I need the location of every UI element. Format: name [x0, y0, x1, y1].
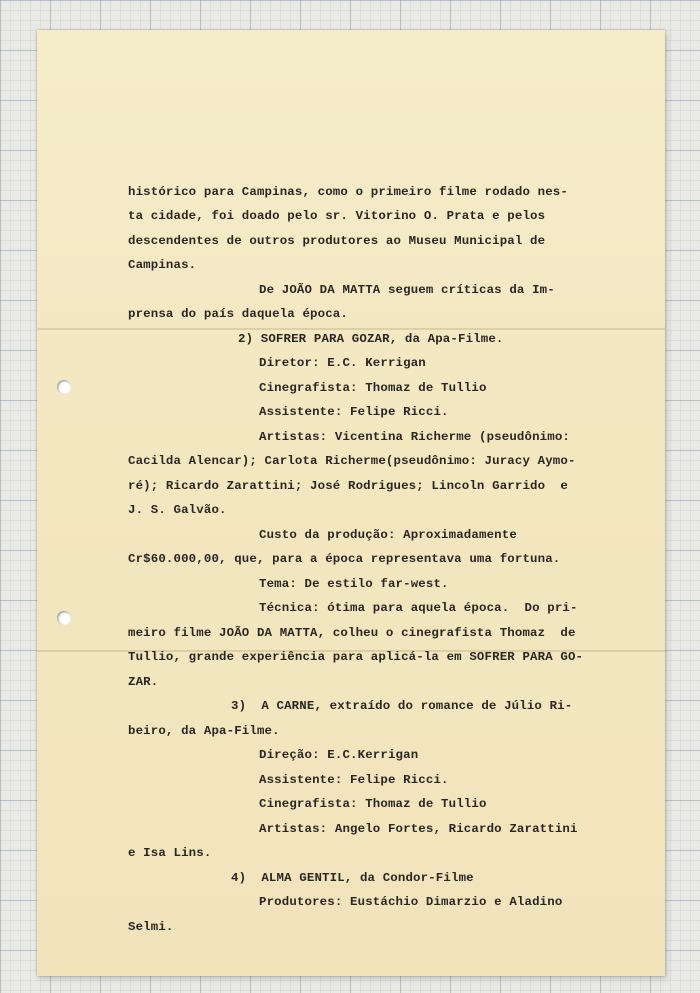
section-heading: 2) SOFRER PARA GOZAR, da Apa-Filme.: [238, 332, 504, 346]
text-line: J. S. Galvão.: [128, 503, 227, 517]
text-line: Direção: E.C.Kerrigan: [259, 748, 419, 762]
text-line: Diretor: E.C. Kerrigan: [259, 356, 426, 370]
text-line: Cacilda Alencar); Carlota Richerme(pseudônimo: Juracy Aymo-: [128, 454, 576, 468]
text-line: Assistente: Felipe Ricci.: [259, 773, 449, 787]
text-line: Tema: De estilo far-west.: [259, 577, 449, 591]
text-line: Técnica: ótima para aquela época. Do pri-: [259, 601, 578, 615]
text-line: Tullio, grande experiência para aplicá-la em SOFRER PARA GO-: [128, 650, 584, 664]
punch-hole: [57, 380, 71, 394]
text-line: Custo da produção: Aproximadamente: [259, 528, 517, 542]
text-line: histórico para Campinas, como o primeiro filme rodado nes-: [128, 185, 568, 199]
text-line: Artistas: Angelo Fortes, Ricardo Zarattini: [259, 822, 578, 836]
text-line: e Isa Lins.: [128, 846, 212, 860]
text-line: ZAR.: [128, 675, 159, 689]
text-line: meiro filme JOÃO DA MATTA, colheu o cinegrafista Thomaz de: [128, 626, 576, 640]
text-line: Cinegrafista: Thomaz de Tullio: [259, 797, 487, 811]
text-line: Cr$60.000,00, que, para a época representava uma fortuna.: [128, 552, 561, 566]
text-line: ré); Ricardo Zarattini; José Rodrigues; Lincoln Garrido e: [128, 479, 568, 493]
text-line: Artistas: Vicentina Richerme (pseudônimo:: [259, 430, 571, 444]
text-line: prensa do país daquela época.: [128, 307, 348, 321]
section-heading: 4) ALMA GENTIL, da Condor-Filme: [231, 871, 474, 885]
text-line: descendentes de outros produtores ao Museu Municipal de: [128, 234, 546, 248]
text-line: beiro, da Apa-Filme.: [128, 724, 280, 738]
text-line: Assistente: Felipe Ricci.: [259, 405, 449, 419]
text-line: ta cidade, foi doado pelo sr. Vitorino O. Prata e pelos: [128, 209, 546, 223]
text-line: Produtores: Eustáchio Dimarzio e Aladino: [259, 895, 563, 909]
text-line: Cinegrafista: Thomaz de Tullio: [259, 381, 487, 395]
text-line: Selmi.: [128, 920, 174, 934]
text-line: Campinas.: [128, 258, 197, 272]
section-heading: 3) A CARNE, extraído do romance de Júlio Ri-: [231, 699, 573, 713]
text-line: De JOÃO DA MATTA seguem críticas da Im-: [259, 283, 555, 297]
punch-hole: [57, 611, 71, 625]
paper-fold-crease: [37, 328, 665, 330]
